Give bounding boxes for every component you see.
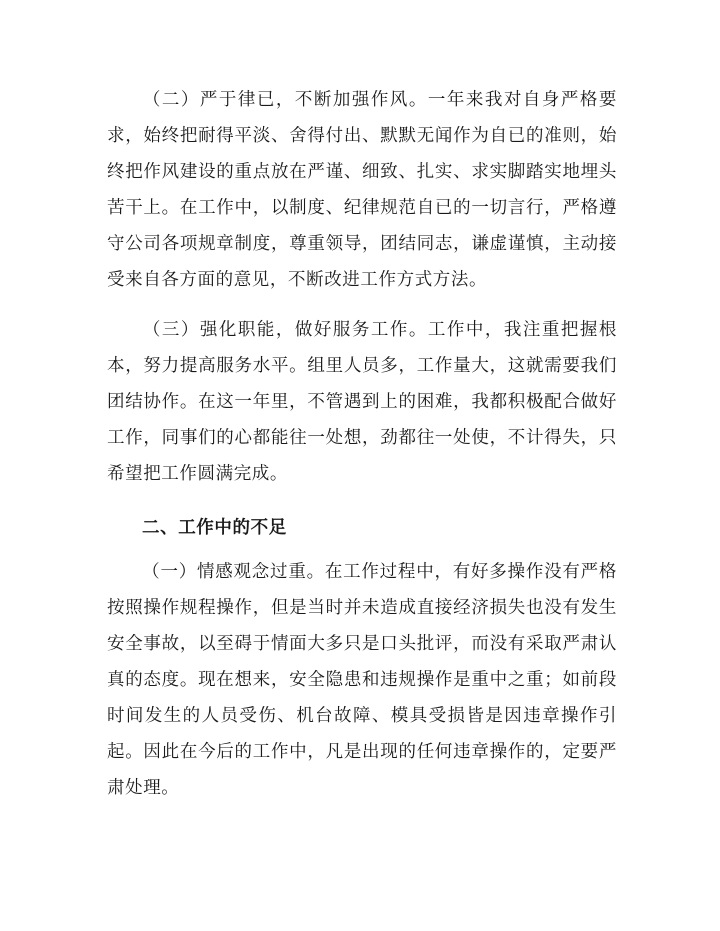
paragraph-emotional-concept (107, 554, 617, 806)
section-heading: 二、工作中的不足 (142, 518, 287, 538)
paragraph-text: （三）强化职能，做好服务工作。工作中，我注重把握根本，努力提高服务水平。组里人员多，工作量大，这就需要我们团结协作。在这一年里，不管遇到上的困难，我都积极配合做好工作，同事们的心都能往一处想，劲都往一处使，不计得失，只希望把工作圆满完成。 (107, 320, 617, 484)
paragraph-self-discipline (107, 82, 617, 298)
paragraph-text: （二）严于律已，不断加强作风。一年来我对自身严格要求，始终把耐得平淡、舍得付出、默默无闻作为自已的准则，始终把作风建设的重点放在严谨、细致、扎实、求实脚踏实地埋头苦干上。在工作中，以制度、纪律规范自已的一切言行，严格遵守公司各项规章制度，尊重领导，团结同志，谦虚谨慎，主动接受来自各方面的意见，不断改进工作方式方法。 (107, 90, 617, 290)
paragraph-text: （一）情感观念过重。在工作过程中，有好多操作没有严格按照操作规程操作，但是当时并未造成直接经济损失也没有发生安全事故，以至碍于情面大多只是口头批评，而没有采取严肃认真的态度。现在想来，安全隐患和违规操作是重中之重；如前段时间发生的人员受伤、机台故障、模具受损皆是因违章操作引起。因此在今后的工作中，凡是出现的任何违章操作的，定要严肃处理。 (107, 562, 617, 798)
paragraph-service-work (107, 312, 617, 492)
